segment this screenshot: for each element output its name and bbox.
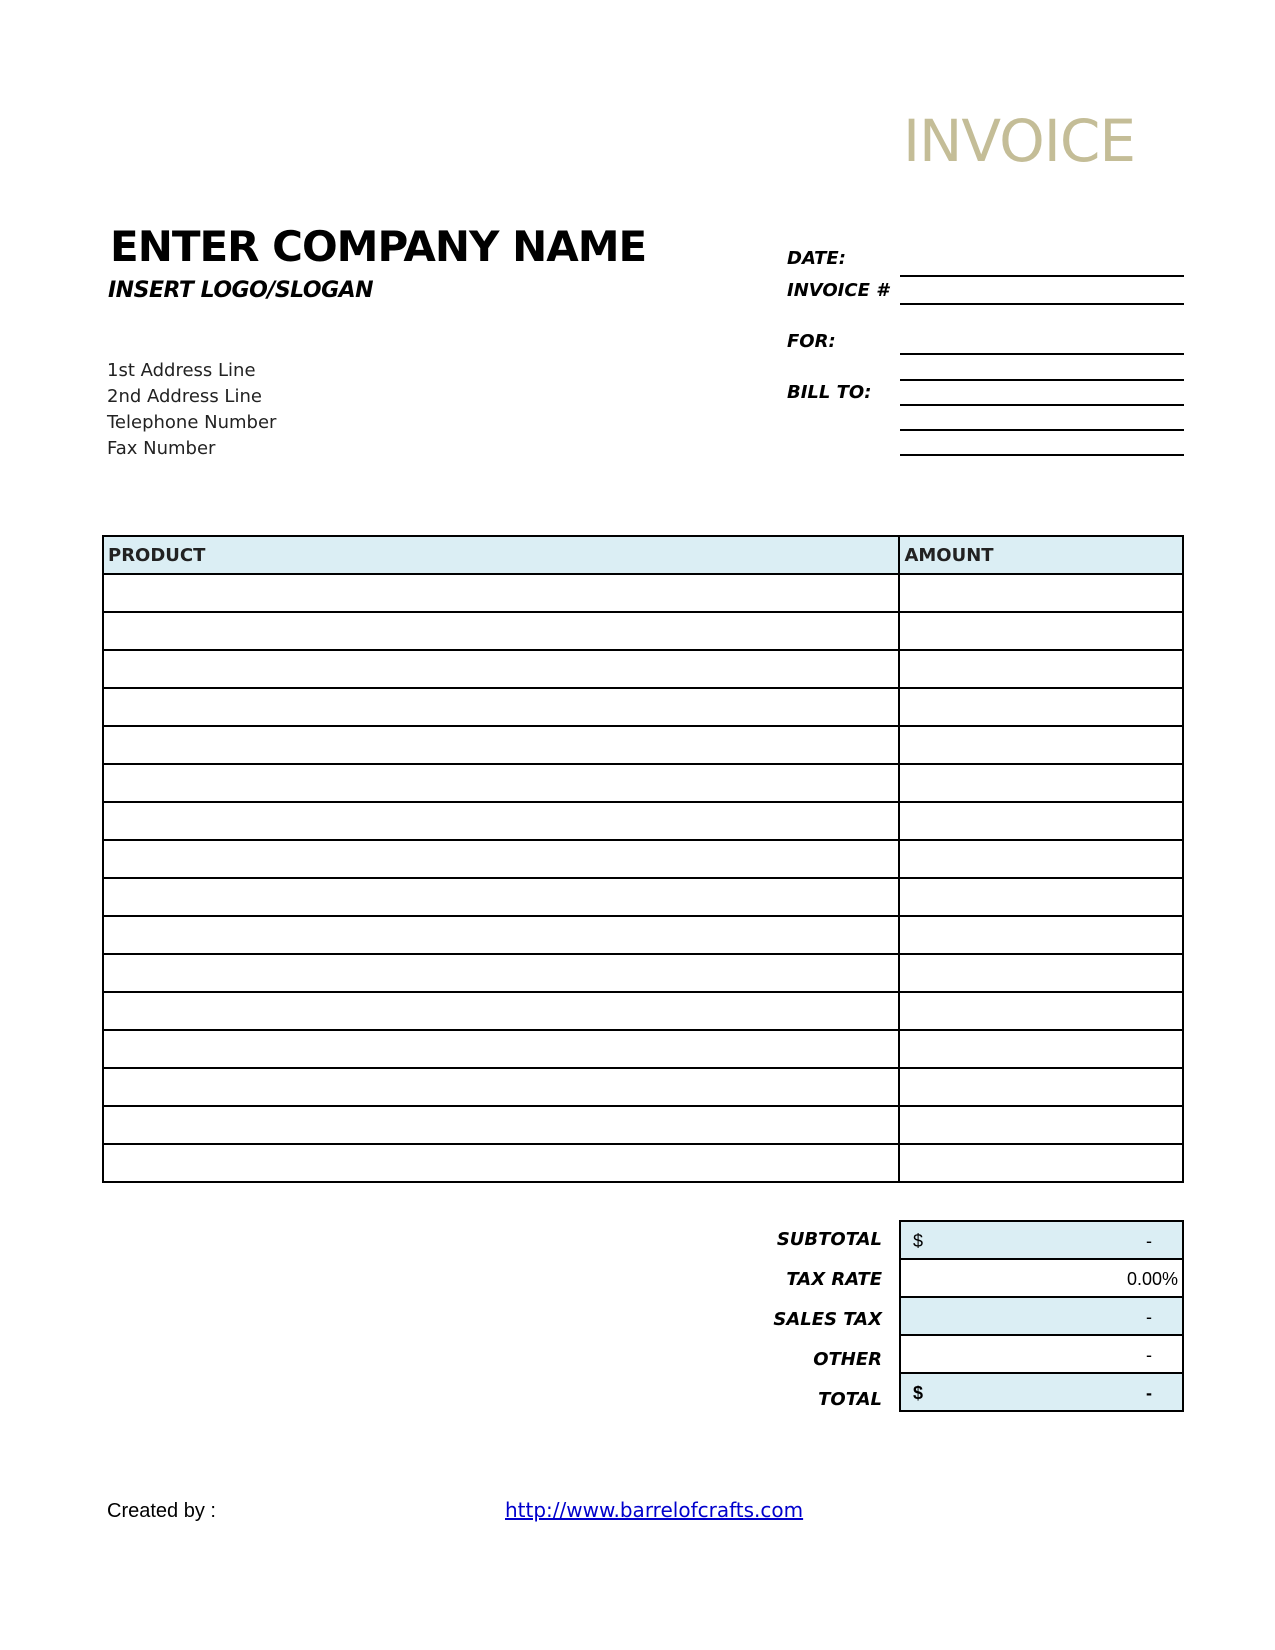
table-header-row (103, 536, 1183, 574)
total-row (900, 1373, 1183, 1411)
amount-cell[interactable] (899, 574, 1183, 612)
tax-rate-value: 0.00% (1126, 1269, 1178, 1289)
subtotal-cell[interactable] (900, 1221, 1183, 1259)
product-column-header: PRODUCT (103, 536, 899, 574)
product-cell[interactable] (103, 954, 899, 992)
other-value: - (1146, 1345, 1152, 1365)
product-cell[interactable] (103, 1068, 899, 1106)
product-cell[interactable] (103, 612, 899, 650)
table-row (103, 1106, 1183, 1144)
table-row (103, 726, 1183, 764)
product-cell[interactable] (103, 1030, 899, 1068)
other-cell[interactable] (900, 1335, 1183, 1373)
amount-cell[interactable] (899, 764, 1183, 802)
sales-tax-value: - (1146, 1307, 1152, 1327)
other-row (900, 1335, 1183, 1373)
product-cell[interactable] (103, 878, 899, 916)
other-label: OTHER (813, 1349, 882, 1370)
subtotal-label: SUBTOTAL (776, 1229, 882, 1250)
amount-cell[interactable] (899, 992, 1183, 1030)
product-cell[interactable] (103, 650, 899, 688)
for-field-line-2[interactable] (900, 379, 1184, 381)
subtotal-value: - (1146, 1231, 1152, 1251)
invoice-number-field[interactable] (900, 303, 1184, 305)
for-label: FOR: (787, 331, 836, 352)
product-cell[interactable] (103, 1106, 899, 1144)
for-field[interactable] (900, 353, 1184, 355)
sales-tax-cell[interactable] (900, 1297, 1183, 1335)
amount-cell[interactable] (899, 612, 1183, 650)
table-row (103, 878, 1183, 916)
amount-cell[interactable] (899, 650, 1183, 688)
product-cell[interactable] (103, 764, 899, 802)
table-row (103, 916, 1183, 954)
date-field[interactable] (900, 275, 1184, 277)
table-row (103, 764, 1183, 802)
subtotal-row (900, 1221, 1183, 1259)
table-row (103, 1144, 1183, 1182)
total-currency: $ (913, 1383, 924, 1403)
total-label: TOTAL (818, 1389, 882, 1410)
table-row (103, 840, 1183, 878)
company-address (107, 358, 276, 462)
table-row (103, 650, 1183, 688)
telephone-number[interactable]: Telephone Number (107, 412, 277, 433)
table-row (103, 992, 1183, 1030)
product-cell[interactable] (103, 992, 899, 1030)
amount-cell[interactable] (899, 954, 1183, 992)
bill-to-label: BILL TO: (787, 382, 872, 403)
amount-cell[interactable] (899, 1144, 1183, 1182)
bill-to-field-line-2[interactable] (900, 429, 1184, 431)
total-cell[interactable] (900, 1373, 1183, 1411)
amount-cell[interactable] (899, 1106, 1183, 1144)
totals-labels (700, 1220, 882, 1420)
bill-to-field-line-3[interactable] (900, 454, 1184, 456)
product-cell[interactable] (103, 840, 899, 878)
sales-tax-row (900, 1297, 1183, 1335)
product-cell[interactable] (103, 726, 899, 764)
bill-to-field[interactable] (900, 404, 1184, 406)
table-row (103, 802, 1183, 840)
amount-cell[interactable] (899, 688, 1183, 726)
date-label: DATE: (787, 248, 846, 269)
amount-cell[interactable] (899, 916, 1183, 954)
created-by-label: Created by : (107, 1500, 216, 1522)
table-row (103, 1030, 1183, 1068)
table-row (103, 574, 1183, 612)
product-cell[interactable] (103, 688, 899, 726)
subtotal-currency: $ (913, 1231, 924, 1251)
product-cell[interactable] (103, 916, 899, 954)
amount-cell[interactable] (899, 726, 1183, 764)
amount-cell[interactable] (899, 878, 1183, 916)
total-value: - (1146, 1383, 1152, 1403)
address-line-2[interactable]: 2nd Address Line (107, 386, 262, 407)
product-cell[interactable] (103, 574, 899, 612)
table-row (103, 688, 1183, 726)
invoice-title: INVOICE (902, 107, 1135, 175)
address-line-1[interactable]: 1st Address Line (107, 360, 256, 381)
logo-slogan[interactable]: INSERT LOGO/SLOGAN (108, 278, 374, 303)
amount-column-header: AMOUNT (899, 536, 1183, 574)
company-name[interactable]: ENTER COMPANY NAME (110, 222, 647, 271)
amount-cell[interactable] (899, 1068, 1183, 1106)
tax-rate-row (900, 1259, 1183, 1297)
amount-cell[interactable] (899, 802, 1183, 840)
product-cell[interactable] (103, 802, 899, 840)
table-row (103, 612, 1183, 650)
fax-number[interactable]: Fax Number (107, 438, 216, 459)
product-cell[interactable] (103, 1144, 899, 1182)
sales-tax-label: SALES TAX (773, 1309, 882, 1330)
website-link[interactable]: http://www.barrelofcrafts.com (505, 1498, 804, 1522)
amount-cell[interactable] (899, 1030, 1183, 1068)
totals-table (899, 1220, 1184, 1412)
tax-rate-label: TAX RATE (786, 1269, 882, 1290)
product-table (102, 535, 1184, 1183)
invoice-number-label: INVOICE # (787, 280, 889, 301)
amount-cell[interactable] (899, 840, 1183, 878)
tax-rate-cell[interactable] (900, 1259, 1183, 1297)
table-row (103, 954, 1183, 992)
table-row (103, 1068, 1183, 1106)
